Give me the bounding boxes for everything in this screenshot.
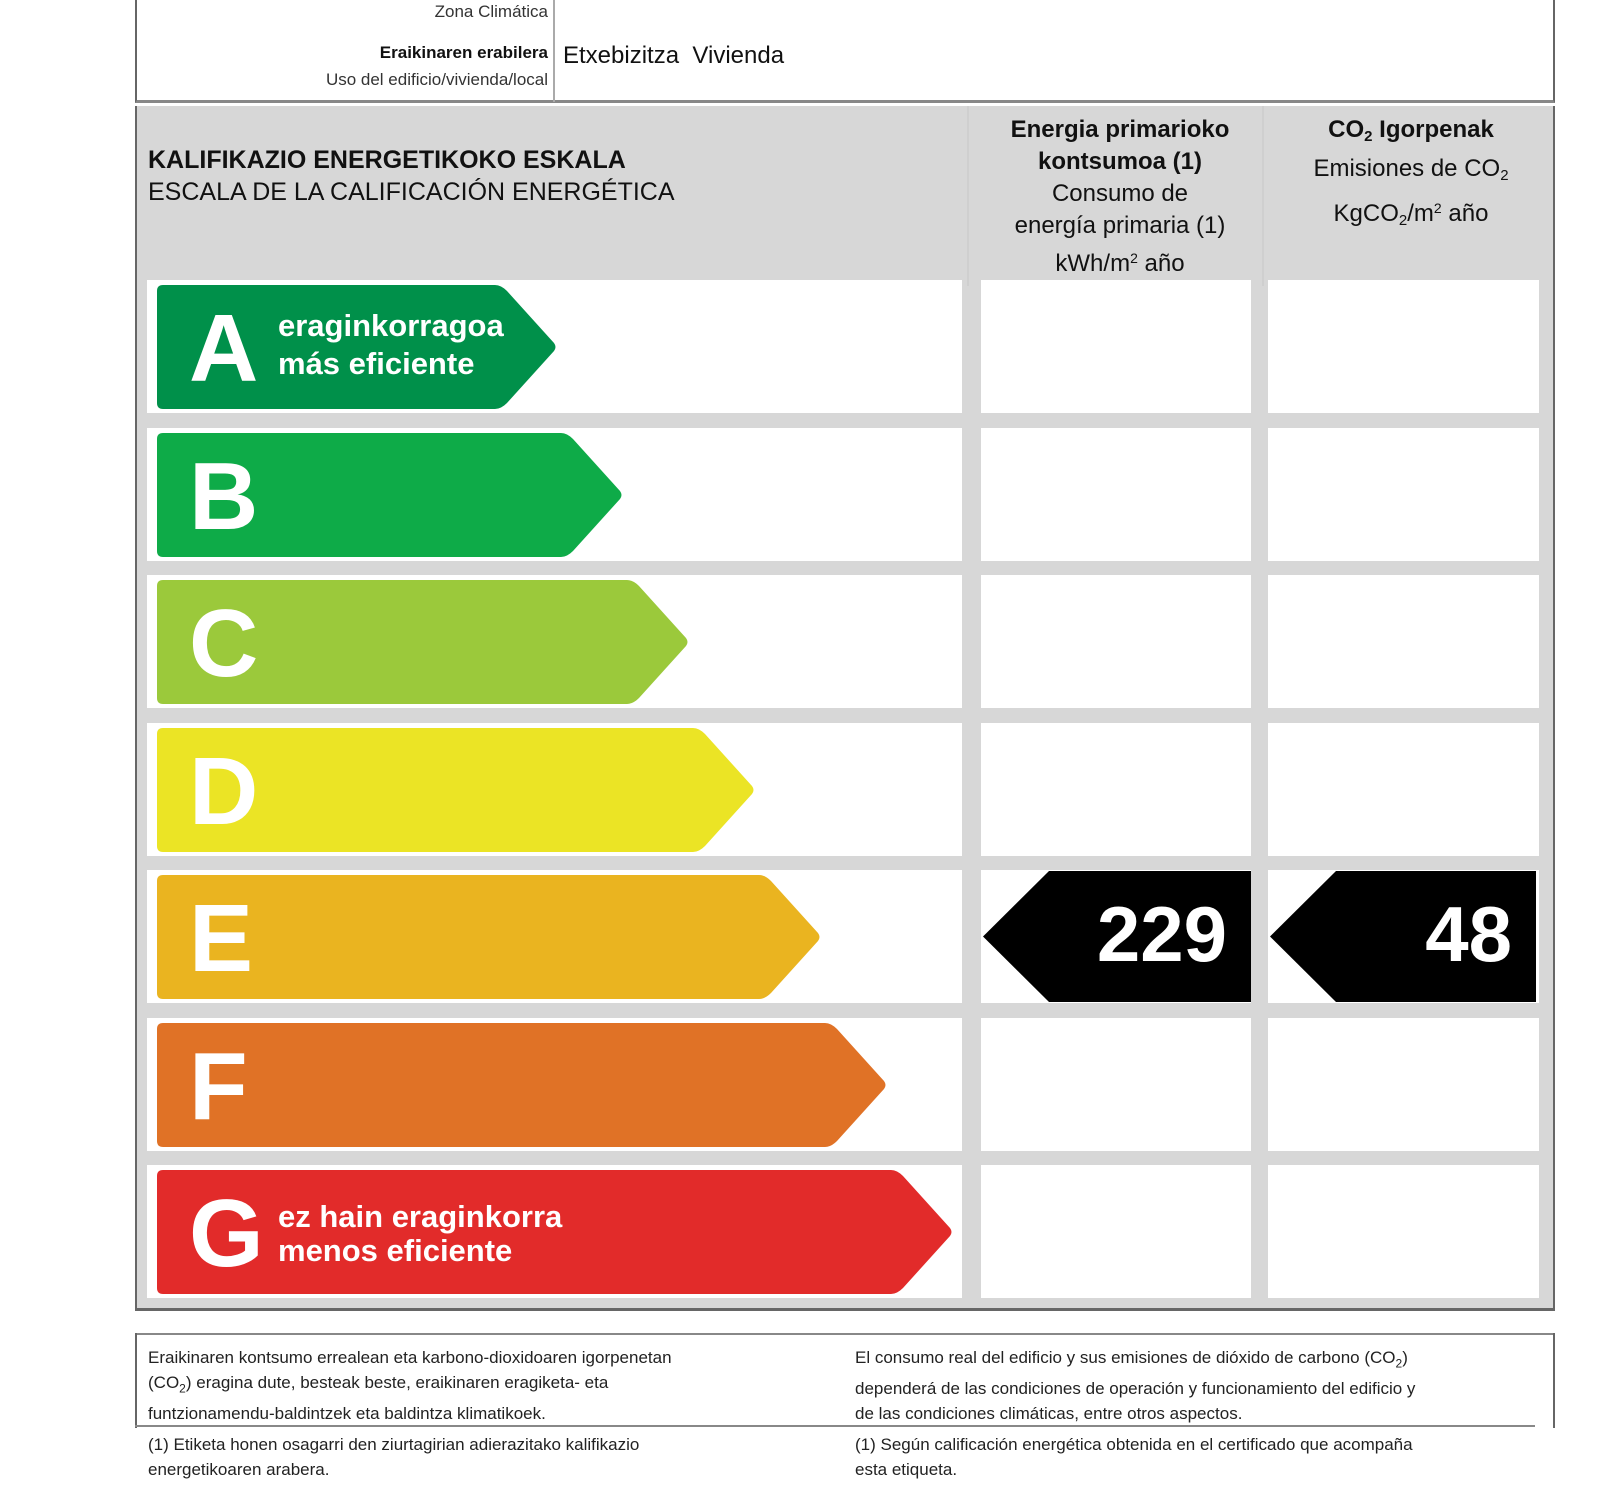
energy-column-header: Energia primarioko kontsumoa (1) Consumo de energía primaria (1) kWh/$m^2$ año <box>1010 116 1230 277</box>
rating-arrow-fill-f <box>157 1023 886 1147</box>
co2-cell-f <box>1268 1018 1539 1151</box>
footer-top-rule <box>135 1333 1555 1335</box>
rating-arrow-e <box>157 875 821 999</box>
footer-left-rule <box>135 1333 137 1428</box>
rating-letter-a: A <box>189 295 259 402</box>
energy-cell-a <box>981 280 1251 413</box>
energy-result-value: 229 <box>1096 890 1227 978</box>
building-use-label-es: Uso del edificio/vivienda/local <box>325 70 548 89</box>
column-divider <box>967 106 969 286</box>
footer-ref-eu: (1) Etiketa honen osagarri den ziurtagirian adierazitako kalifikazio energetikoaren arabera. <box>148 1435 640 1479</box>
co2-cell-b <box>1268 428 1539 561</box>
energy-cell-d <box>981 723 1251 856</box>
co2-cell-d <box>1268 723 1539 856</box>
rating-letter-e: E <box>189 885 254 992</box>
rating-arrow-shape-e <box>157 875 821 999</box>
co2-cell-a <box>1268 280 1539 413</box>
energy-cell-c <box>981 575 1251 708</box>
rating-letter-f: F <box>189 1033 248 1140</box>
rating-arrow-f <box>157 1023 887 1147</box>
energy-cell-b <box>981 428 1251 561</box>
rating-arrow-shape-f <box>157 1023 887 1147</box>
rating-desc-g <box>278 1200 562 1268</box>
footer-right-rule <box>1553 1333 1555 1428</box>
rating-desc-line2: más eficiente <box>278 346 475 381</box>
co2-cell-g <box>1268 1165 1539 1298</box>
rating-desc-line1: eraginkorragoa <box>278 308 504 343</box>
rating-desc-a <box>278 307 504 383</box>
footer-note-es: El consumo real del edificio y sus emisiones de dióxido de carbono $(CO_2)$ dependerá de las condiciones de operación y funcionamiento del edificio y de las condiciones climáticas, entre otros aspectos. <box>855 1348 1416 1424</box>
rating-letter-c: C <box>189 590 259 697</box>
rating-letter-d: D <box>189 738 259 845</box>
rating-letter-b: B <box>189 443 259 550</box>
co2-result-value: 48 <box>1425 890 1512 978</box>
co2-column-header: $CO_2$ Igorpenak Emisiones de $CO_2$ $KgCO_2/m^2$ año <box>1313 116 1509 229</box>
energy-cell-f <box>981 1018 1251 1151</box>
rating-desc-line1: ez hain eraginkorra <box>278 1199 563 1234</box>
rating-letter-g: G <box>189 1180 264 1287</box>
scale-title: KALIFIKAZIO ENERGETIKOKO ESKALA ESCALA DE LA CALIFICACIÓN ENERGÉTICA <box>148 146 675 206</box>
rating-desc-line2: menos eficiente <box>278 1233 513 1268</box>
info-divider <box>553 0 555 102</box>
rating-arrow-fill-e <box>157 875 820 999</box>
building-use-value: Etxebizitza Vivienda <box>563 42 785 69</box>
energy-cell-g <box>981 1165 1251 1298</box>
co2-cell-c <box>1268 575 1539 708</box>
climate-zone-label: Zona Climática <box>434 2 548 21</box>
building-use-label-eu: Eraikinaren erabilera <box>379 43 548 62</box>
footer-ref-es: (1) Según calificación energética obtenida en el certificado que acompaña esta etiqueta. <box>855 1435 1413 1479</box>
footer-note-eu: Eraikinaren kontsumo errealean eta karbono-dioxidoaren igorpenetan $(CO_2)$ eragina dute, besteak beste, eraikinaren eragiketa- eta funtzionamendu-baldintzek eta baldintza klimatikoek. <box>148 1348 672 1424</box>
